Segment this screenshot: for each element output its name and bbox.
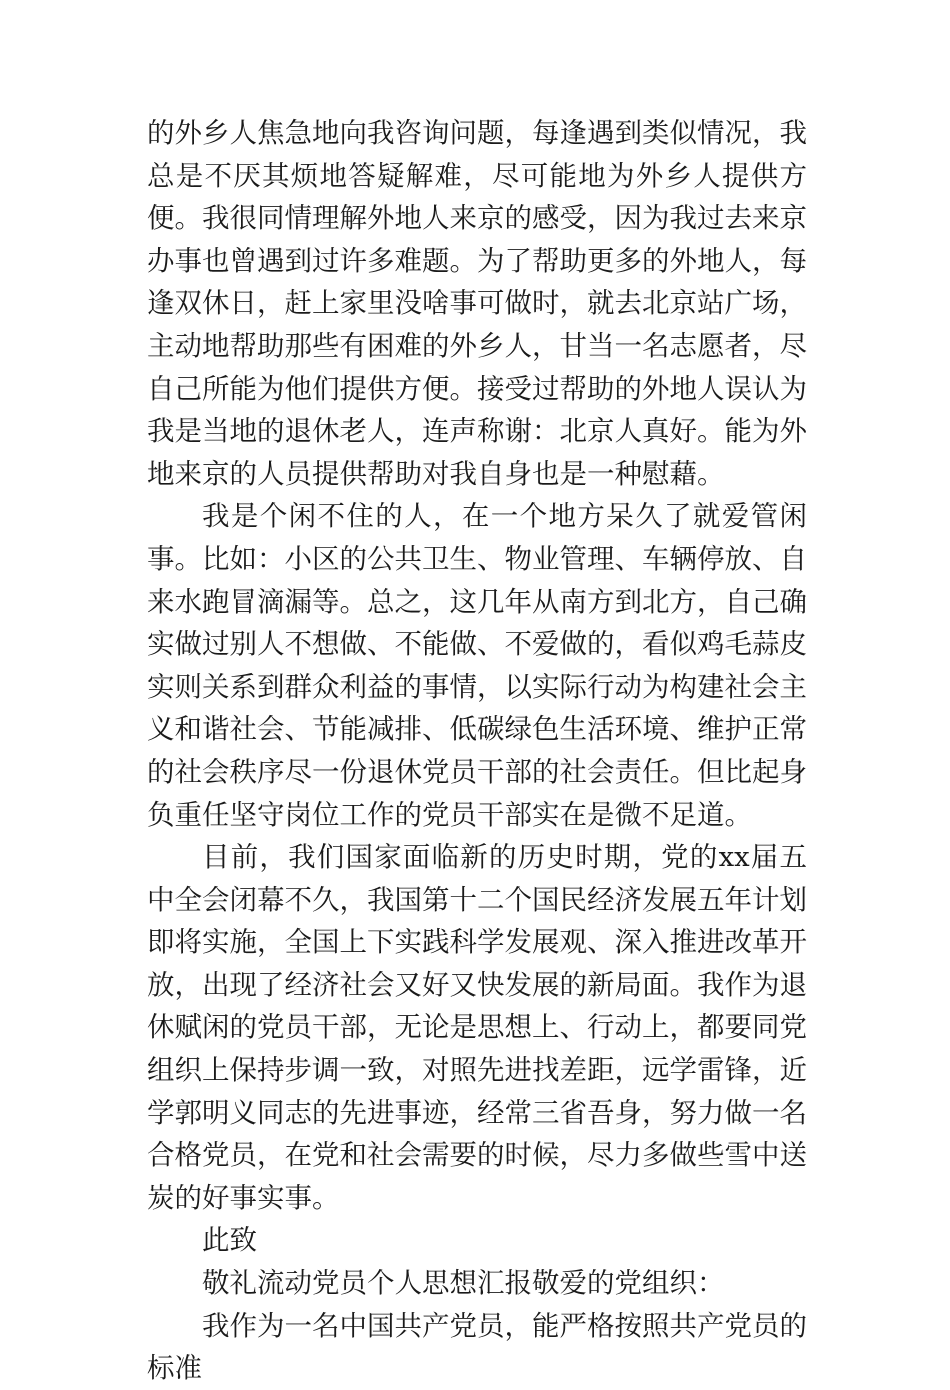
document-body (147, 112, 807, 1390)
paragraph-3: 目前，我们国家面临新的历史时期，党的xx届五中全会闭幕不久，我国第十二个国民经济发展五年计划即将实施，全国上下实践科学发展观、深入推进改革开放，出现了经济社会又好又快发展的新局面。我作为退休赋闲的党员干部，无论是思想上、行动上，都要同党组织上保持步调一致，对照先进找差距，远学雷锋，近学郭明义同志的先进事迹，经常三省吾身，努力做一名合格党员，在党和社会需要的时候，尽力多做些雪中送炭的好事实事。 (147, 841, 807, 1214)
closing-salutation: 此致 (202, 1224, 257, 1257)
paragraph-6: 我作为一名中国共产党员，能严格按照共产党员的标准 (147, 1309, 807, 1385)
paragraph-1: 的外乡人焦急地向我咨询问题，每逢遇到类似情况，我总是不厌其烦地答疑解难，尽可能地为外乡人提供方便。我很同情理解外地人来京的感受，因为我过去来京办事也曾遇到过许多难题。为了帮助更多的外地人，每逢双休日，赶上家里没啥事可做时，就去北京站广场，主动地帮助那些有困难的外乡人，甘当一名志愿者，尽自己所能为他们提供方便。接受过帮助的外地人误认为我是当地的退休老人，连声称谢：北京人真好。能为外地来京的人员提供帮助对我自身也是一种慰藉。 (147, 117, 807, 490)
greeting-line: 敬礼流动党员个人思想汇报敬爱的党组织： (202, 1267, 725, 1300)
paragraph-2: 我是个闲不住的人，在一个地方呆久了就爱管闲事。比如：小区的公共卫生、物业管理、车辆停放、自来水跑冒滴漏等。总之，这几年从南方到北方，自己确实做过别人不想做、不能做、不爱做的，看似鸡毛蒜皮实则关系到群众利益的事情，以实际行动为构建社会主义和谐社会、节能减排、低碳绿色生活环境、维护正常的社会秩序尽一份退休党员干部的社会责任。但比起身负重任坚守岗位工作的党员干部实在是微不足道。 (147, 500, 807, 831)
